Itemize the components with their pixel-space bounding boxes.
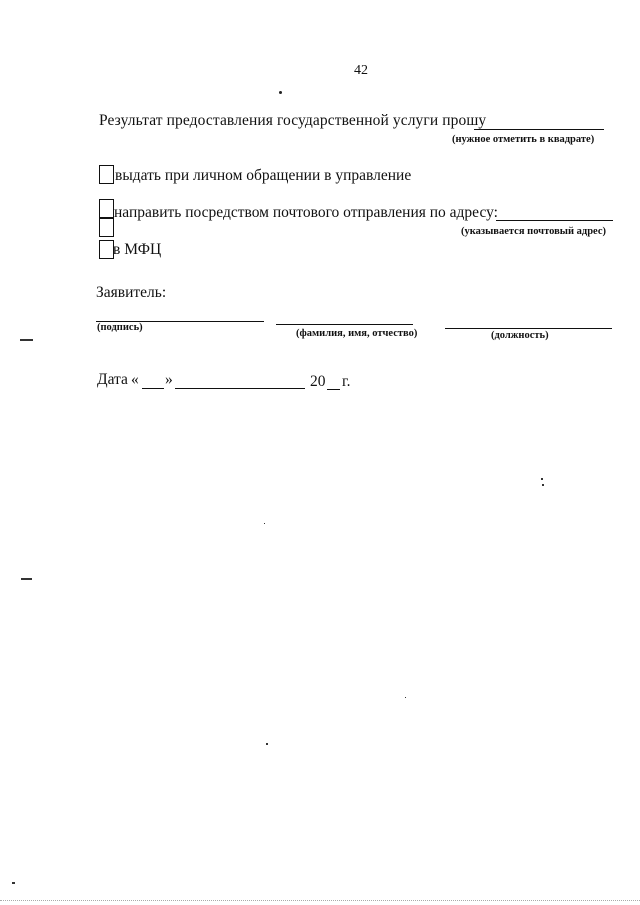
scan-speck bbox=[541, 478, 543, 480]
scan-bottom-edge bbox=[0, 900, 640, 901]
date-month-line[interactable] bbox=[175, 388, 305, 389]
scan-speck bbox=[264, 523, 265, 524]
date-year-prefix: 20 bbox=[310, 373, 326, 390]
scan-speck bbox=[266, 743, 268, 745]
date-close-quote: » bbox=[165, 371, 173, 388]
address-note: (указывается почтовый адрес) bbox=[461, 226, 606, 237]
checkbox-blank[interactable] bbox=[99, 218, 114, 237]
scan-speck bbox=[12, 882, 15, 884]
signature-caption: (подпись) bbox=[97, 322, 143, 333]
scan-mark bbox=[20, 339, 33, 341]
position-line[interactable] bbox=[445, 328, 612, 329]
scan-speck bbox=[542, 484, 544, 486]
date-year-suffix: г. bbox=[342, 373, 351, 390]
request-text: Результат предоставления государственной услуги прошу bbox=[99, 112, 487, 129]
request-note: (нужное отметить в квадрате) bbox=[452, 134, 595, 145]
date-day-line[interactable] bbox=[142, 388, 164, 389]
scan-speck bbox=[279, 91, 282, 94]
address-fill-line[interactable] bbox=[496, 220, 613, 221]
page-number: 42 bbox=[354, 63, 368, 78]
option-mfc-label: в МФЦ bbox=[113, 241, 162, 258]
checkbox-personal-pickup[interactable] bbox=[99, 165, 114, 184]
scan-speck bbox=[405, 697, 406, 698]
option-mail-delivery-label: направить посредством почтового отправления по адресу: bbox=[114, 204, 498, 221]
full-name-line[interactable] bbox=[276, 324, 413, 325]
date-label: Дата bbox=[97, 371, 128, 388]
position-caption: (должность) bbox=[491, 330, 549, 341]
request-fill-line[interactable] bbox=[474, 129, 604, 130]
full-name-caption: (фамилия, имя, отчество) bbox=[296, 328, 418, 339]
date-open-quote: « bbox=[131, 371, 139, 388]
scan-mark bbox=[21, 578, 32, 580]
checkbox-mail-delivery[interactable] bbox=[99, 199, 114, 218]
applicant-label: Заявитель: bbox=[96, 284, 167, 301]
checkbox-mfc[interactable] bbox=[99, 240, 114, 259]
option-personal-pickup-label: выдать при личном обращении в управление bbox=[115, 167, 412, 184]
date-year-line[interactable] bbox=[327, 389, 340, 390]
